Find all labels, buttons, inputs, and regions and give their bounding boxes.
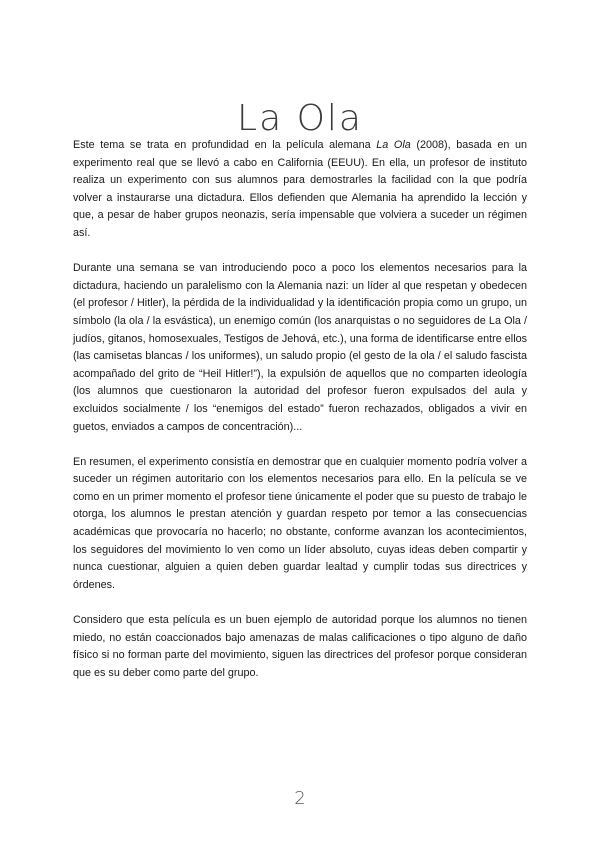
paragraph-intro-before: Este tema se trata en profundidad en la película alemana	[73, 139, 377, 151]
paragraph-intro	[73, 137, 527, 243]
paragraph-conclusion: Considero que esta película es un buen ejemplo de autoridad porque los alumnos no tienen miedo, no están coaccionados bajo amenazas de malas calificaciones o tipo alguno de daño físico si no forman parte del movimiento, siguen las directrices del profesor porque consideran que es su deber como parte del grupo.	[73, 614, 527, 679]
paragraph-summary: En resumen, el experimento consistía en demostrar que en cualquier momento podría volver a suceder un régimen autoritario con los elementos necesarios para ello. En la película se ve como en un primer momento el profesor tiene únicamente el poder que su puesto de trabajo le otorga, los alumnos le prestan atención y guardan respeto por temor a las consecuencias académicas que provocaría no hacerlo; no obstante, conforme avanzan los acontecimientos, los seguidores del movimiento lo ven como un líder absoluto, cuyas ideas deben compartir y nunca cuestionar, alguien a quien deben guardar lealtad y cumplir todas sus directrices y órdenes.	[73, 455, 527, 591]
document-body	[73, 137, 527, 700]
film-title-emphasis: La Ola	[376, 139, 411, 151]
page-title: La Ola	[237, 98, 363, 140]
paragraph-intro-after: (2008), basada en un experimento real que se llevó a cabo en California (EEUU). En ella, un profesor de instituto realiza un experimento con sus alumnos para demostrarles la facilidad con la que podría volver a instaurarse una dictadura. Ellos defienden que Alemania ha aprendido la lección y que, a pesar de haber grupos neonazis, sería impensable que volviera a suceder un régimen así.	[73, 139, 527, 239]
paragraph-elements: Durante una semana se van introduciendo poco a poco los elementos necesarios para la dictadura, haciendo un paralelismo con la Alemania nazi: un líder al que respetan y obedecen (el profesor / Hitler), la pérdida de la individualidad y la identificación propia como un grupo, un símbolo (la ola / la esvástica), un enemigo común (los anarquistas o no seguidores de La Ola / judíos, gitanos, homosexuales, Testigos de Jehová, etc.), una forma de identificarse entre ellos (las camisetas blancas / los uniformes), un saludo propio (el gesto de la ola / el saludo fascista acompañado del grito de “Heil Hitler!”), la expulsión de aquellos que no comparten ideología (los alumnos que cuestionaron la autoridad del profesor fueron expulsados del aula y excluidos socialmente / los “enemigos del estado” fueron rechazados, obligados a vivir en guetos, enviados a campos de concentración)...	[73, 262, 527, 433]
page-number: 2	[294, 788, 306, 809]
